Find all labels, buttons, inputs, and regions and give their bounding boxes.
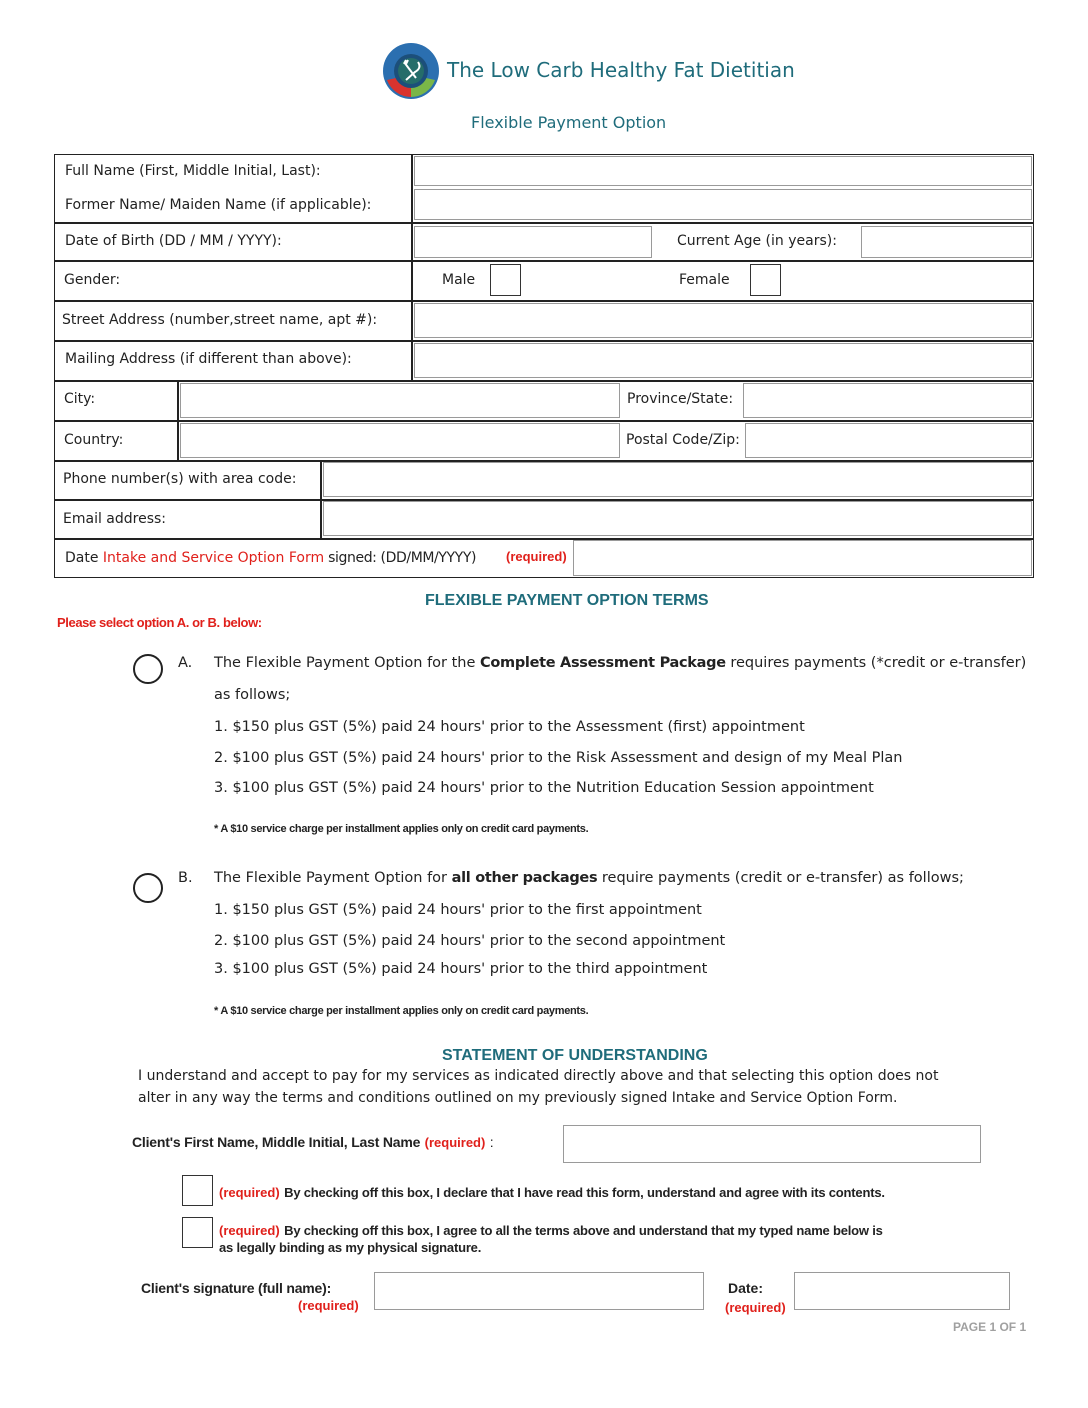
col-divider [411, 154, 413, 340]
statement-line-1: I understand and accept to pay for my services as indicated directly above and that selecting this option does not [138, 1068, 939, 1084]
mailing-input[interactable] [414, 343, 1032, 378]
client-name-input[interactable] [563, 1125, 981, 1163]
row-divider [54, 380, 1034, 382]
option-b-radio[interactable] [133, 873, 163, 903]
dob-input[interactable] [414, 226, 652, 258]
select-prompt: Please select option A. or B. below: [57, 615, 262, 630]
option-b-packages: all other packages [451, 870, 598, 886]
email-input[interactable] [323, 501, 1032, 536]
signature-input[interactable] [374, 1272, 704, 1310]
statement-line-2: alter in any way the terms and conditions outlined on my previously signed Intake and Service Option Form. [138, 1090, 898, 1106]
province-label: Province/State: [627, 391, 734, 407]
brand-logo [382, 42, 440, 100]
row-divider [54, 340, 1034, 342]
female-label: Female [679, 272, 730, 288]
declaration-2-required: (required) [219, 1223, 280, 1238]
postal-input[interactable] [745, 423, 1032, 458]
col-divider [320, 460, 322, 538]
female-checkbox[interactable] [750, 264, 781, 296]
option-a-note: * A $10 service charge per installment applies only on credit card payments. [214, 823, 589, 835]
date-signed-form-name: Intake and Service Option Form [102, 550, 325, 566]
date-required: (required) [725, 1300, 786, 1315]
option-a-item-2: 2. $100 plus GST (5%) paid 24 hours' prior to the Risk Assessment and design of my Meal Plan [214, 750, 903, 766]
option-b-note: * A $10 service charge per installment applies only on credit card payments. [214, 1005, 589, 1017]
brand-name: The Low Carb Healthy Fat Dietitian [447, 58, 795, 82]
province-input[interactable] [743, 383, 1032, 418]
option-b-item-1: 1. $150 plus GST (5%) paid 24 hours' prior to the first appointment [214, 902, 702, 918]
former-name-input[interactable] [414, 189, 1032, 220]
client-name-colon: : [489, 1134, 494, 1150]
age-label: Current Age (in years): [677, 233, 837, 249]
street-label: Street Address (number,street name, apt #): [62, 312, 378, 328]
option-a-package: Complete Assessment Package [480, 655, 726, 671]
statement-heading: STATEMENT OF UNDERSTANDING [442, 1047, 708, 1064]
declaration-1-checkbox[interactable] [182, 1175, 213, 1206]
former-name-label: Former Name/ Maiden Name (if applicable): [65, 197, 372, 213]
logo-icon [382, 42, 440, 100]
male-label: Male [442, 272, 476, 288]
option-a-letter: A. [178, 655, 193, 671]
signature-required: (required) [298, 1298, 359, 1313]
age-input[interactable] [861, 226, 1032, 258]
option-b-intro [214, 870, 964, 886]
city-label: City: [64, 391, 96, 407]
declaration-1 [219, 1184, 885, 1202]
mailing-label: Mailing Address (if different than above): [65, 351, 352, 367]
postal-label: Postal Code/Zip: [626, 432, 740, 448]
option-a-item-1: 1. $150 plus GST (5%) paid 24 hours' prior to the Assessment (first) appointment [214, 719, 805, 735]
street-input[interactable] [414, 303, 1032, 338]
declaration-2 [219, 1222, 883, 1240]
dob-label: Date of Birth (DD / MM / YYYY): [65, 233, 282, 249]
option-a-intro-1: The Flexible Payment Option for the [214, 655, 481, 671]
terms-heading: FLEXIBLE PAYMENT OPTION TERMS [425, 592, 709, 609]
declaration-1-text: By checking off this box, I declare that I have read this form, understand and agree with its contents. [284, 1185, 885, 1200]
client-name-label [132, 1134, 494, 1152]
country-label: Country: [64, 432, 124, 448]
form-title: Flexible Payment Option [471, 113, 667, 132]
declaration-2-checkbox[interactable] [182, 1217, 213, 1248]
option-a-radio[interactable] [133, 654, 163, 684]
phone-label: Phone number(s) with area code: [63, 471, 297, 487]
option-a-intro-2: requires payments (*credit or e-transfer) [725, 655, 1027, 671]
city-input[interactable] [180, 383, 620, 418]
row-divider [54, 300, 1034, 302]
date-signed-required: (required) [506, 549, 567, 564]
male-checkbox[interactable] [490, 264, 521, 296]
email-label: Email address: [63, 511, 167, 527]
option-b-letter: B. [178, 870, 193, 886]
date-label: Date: [728, 1280, 764, 1296]
declaration-1-required: (required) [219, 1185, 280, 1200]
full-name-input[interactable] [414, 156, 1032, 186]
col-divider [411, 340, 413, 380]
option-a-intro [214, 655, 1026, 671]
row-divider [54, 222, 1034, 224]
row-divider [54, 260, 1034, 262]
phone-input[interactable] [323, 462, 1032, 497]
client-name-required: (required) [424, 1135, 486, 1150]
option-a-intro-cont: as follows; [214, 687, 291, 703]
option-b-item-3: 3. $100 plus GST (5%) paid 24 hours' prior to the third appointment [214, 961, 708, 977]
gender-label: Gender: [64, 272, 121, 288]
page-info: PAGE 1 OF 1 [953, 1320, 1027, 1334]
option-b-item-2: 2. $100 plus GST (5%) paid 24 hours' prior to the second appointment [214, 933, 726, 949]
date-signed-prefix: Date [65, 550, 103, 566]
option-b-intro-1: The Flexible Payment Option for [214, 870, 452, 886]
client-name-text: Client's First Name, Middle Initial, Last Name [132, 1134, 421, 1150]
option-a-item-3: 3. $100 plus GST (5%) paid 24 hours' prior to the Nutrition Education Session appointment [214, 780, 874, 796]
country-input[interactable] [180, 423, 620, 458]
date-signed-label [65, 550, 476, 566]
date-signed-suffix: signed: (DD/MM/YYYY) [324, 550, 477, 566]
date-signed-input[interactable] [573, 540, 1032, 576]
row-divider [54, 420, 1034, 422]
full-name-label: Full Name (First, Middle Initial, Last): [65, 163, 321, 179]
declaration-2-text: By checking off this box, I agree to all the terms above and understand that my typed name below is [284, 1223, 883, 1238]
declaration-2-cont: as legally binding as my physical signature. [219, 1240, 482, 1255]
col-divider [177, 380, 179, 460]
option-b-intro-2: require payments (credit or e-transfer) as follows; [597, 870, 964, 886]
date-input[interactable] [794, 1272, 1010, 1310]
signature-label: Client's signature (full name): [141, 1280, 332, 1296]
